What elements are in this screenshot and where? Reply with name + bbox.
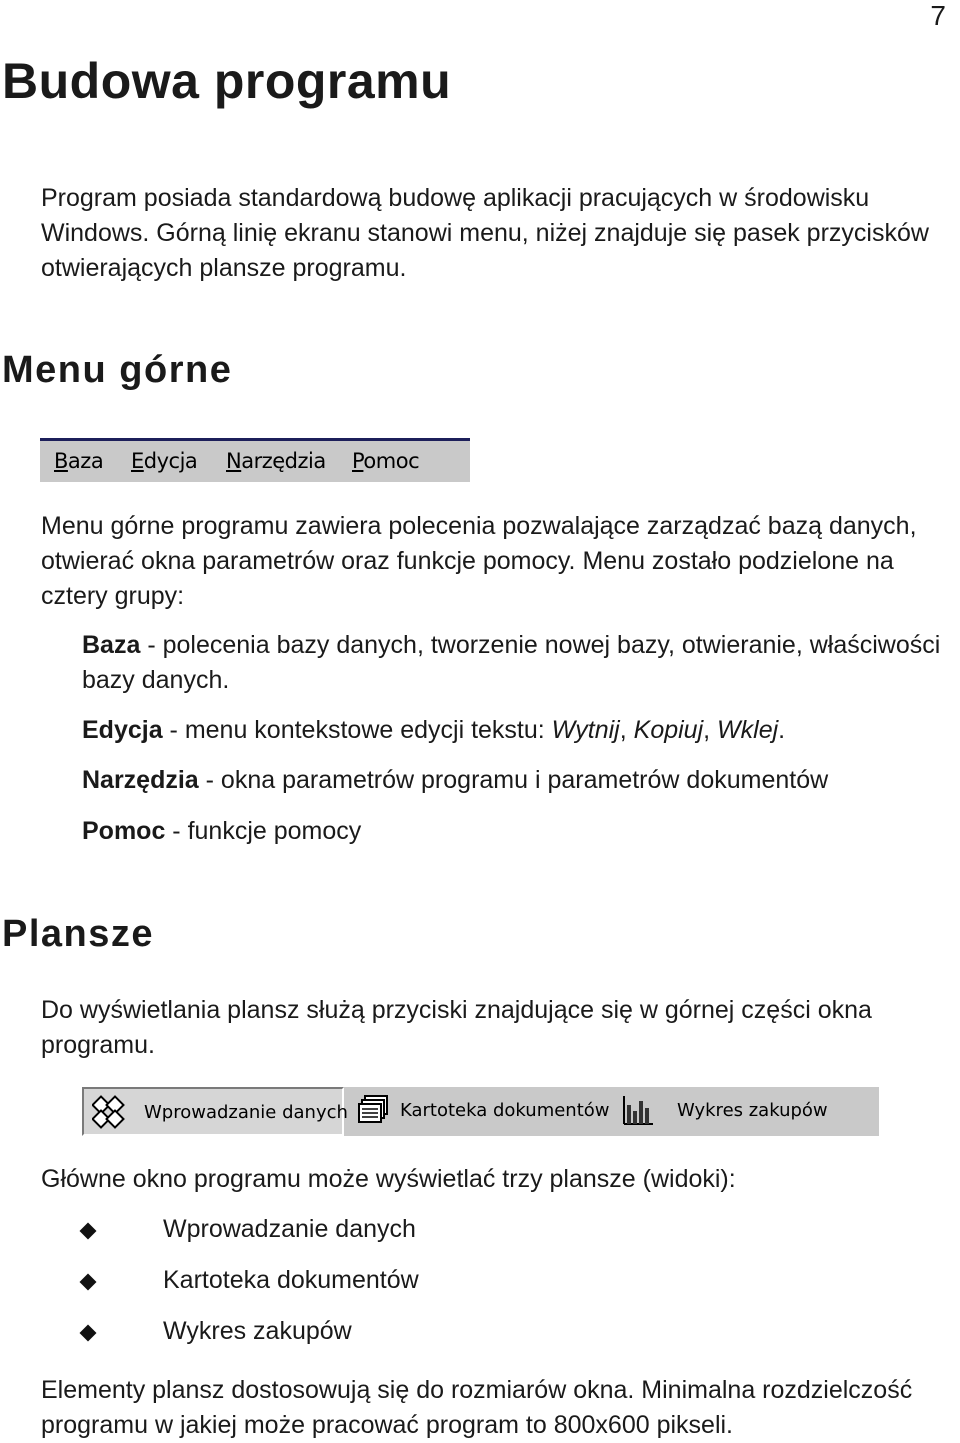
separator: , — [619, 716, 634, 744]
view-list-item: Wprowadzanie danych — [163, 1215, 416, 1243]
italic-term: Wytnij — [551, 716, 620, 744]
intro-paragraph: Program posiada standardową budowę aplikacji pracujących w środowisku Windows. Górną linię ekranu stanowi menu, niżej znajduje się pasek przycisków otwierających plansze programu. — [41, 184, 929, 282]
tab-label: Wykres zakupów — [677, 1100, 828, 1121]
plansze-description: Do wyświetlania plansz służą przyciski znajdujące się w górnej części okna programu. — [41, 996, 872, 1059]
menu-item-pomoc[interactable]: Pomoc — [352, 449, 420, 473]
page-number: 7 — [930, 0, 946, 31]
closing-paragraph: Elementy plansz dostosowują się do rozmiarów okna. Minimalna rozdzielczość programu w jakiej może pracować program to 800x600 pikseli. — [41, 1376, 913, 1439]
menu-item-edycja[interactable]: Edycja — [131, 449, 198, 473]
menu-group-pomoc — [82, 814, 958, 849]
menu-group-name: Edycja — [82, 716, 163, 744]
menu-group-text: - funkcje pomocy — [165, 817, 362, 845]
views-intro: Główne okno programu może wyświetlać trzy plansze (widoki): — [41, 1165, 736, 1193]
menu-group-edycja — [82, 713, 958, 748]
page-title: Budowa programu — [2, 53, 452, 109]
menu-group-narzedzia — [82, 763, 958, 798]
period: . — [778, 716, 786, 744]
italic-term: Kopiuj — [633, 716, 704, 744]
separator: , — [703, 716, 718, 744]
menu-section-heading: Menu górne — [2, 349, 233, 391]
menu-group-name: Baza — [82, 631, 141, 659]
bar-chart-icon — [621, 1093, 655, 1127]
tab-wykres-zakupow[interactable] — [617, 1087, 879, 1136]
italic-term: Wklej — [717, 716, 779, 744]
menu-bar-screenshot — [40, 438, 470, 482]
view-list-item: Wykres zakupów — [163, 1317, 352, 1345]
tab-label: Kartoteka dokumentów — [400, 1100, 610, 1121]
menu-item-narzedzia[interactable]: Narzędzia — [226, 449, 326, 473]
menu-group-text: - polecenia bazy danych, tworzenie nowej bazy, otwieranie, właściwości bazy danych. — [82, 631, 941, 694]
bullet-icon — [80, 1223, 97, 1240]
tab-wprowadzanie-danych[interactable] — [82, 1087, 348, 1136]
view-tab-bar-screenshot — [82, 1087, 879, 1136]
document-stack-icon — [356, 1093, 390, 1127]
tab-kartoteka-dokumentow[interactable] — [350, 1087, 610, 1136]
view-list-item: Kartoteka dokumentów — [163, 1266, 419, 1294]
plansze-section-heading: Plansze — [2, 913, 155, 955]
menu-group-name: Pomoc — [82, 817, 166, 845]
data-entry-icon — [92, 1095, 126, 1129]
menu-group-text: - menu kontekstowe edycji tekstu: — [162, 716, 552, 744]
bullet-icon — [80, 1274, 97, 1291]
menu-group-text: - okna parametrów programu i parametrów dokumentów — [198, 766, 829, 794]
menu-group-baza — [82, 628, 958, 698]
bullet-icon — [80, 1325, 97, 1342]
menu-description: Menu górne programu zawiera polecenia pozwalające zarządzać bazą danych, otwierać okna parametrów oraz funkcje pomocy. Menu zostało podzielone na cztery grupy: — [41, 512, 917, 610]
menu-group-name: Narzędzia — [82, 766, 199, 794]
menu-item-baza[interactable]: Baza — [54, 449, 104, 473]
tab-label: Wprowadzanie danych — [144, 1102, 348, 1123]
